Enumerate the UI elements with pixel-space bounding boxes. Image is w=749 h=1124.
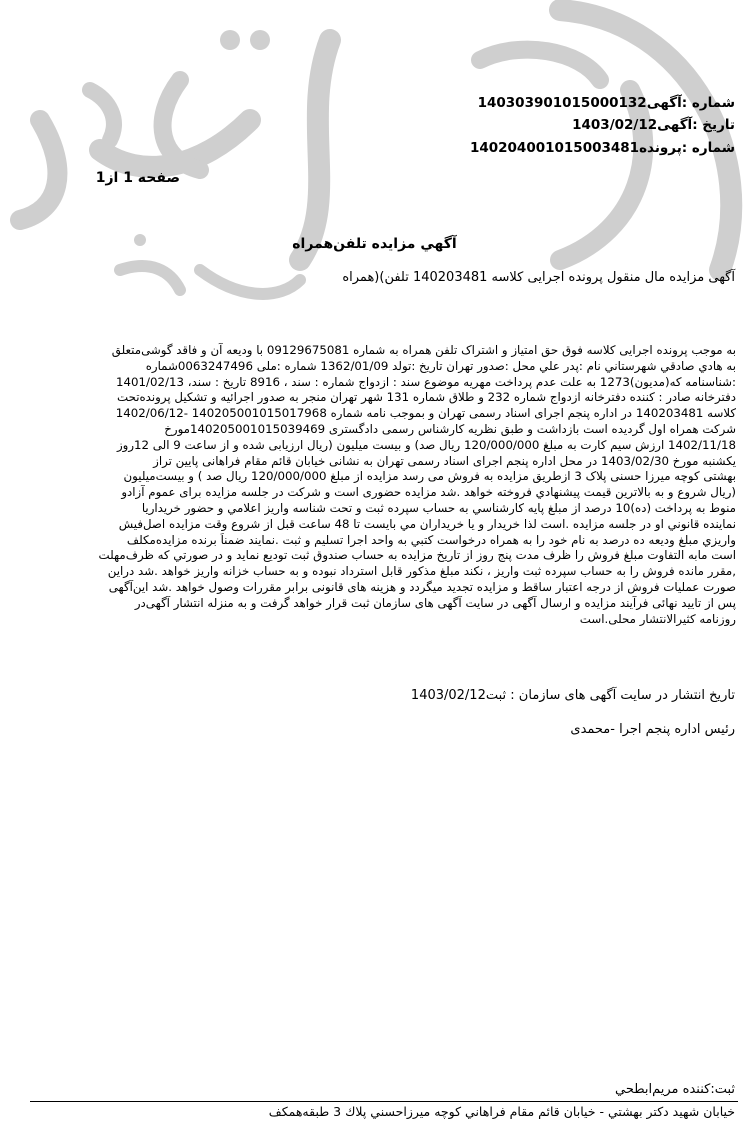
ad-number-label: شماره :آگهی — [646, 95, 735, 111]
office-address: خيابان شهيد دكتر بهشتي - خيابان قائم مقام فراهاني كوچه ميرزاحسني پلاك 3 طبقه‌همكف — [268, 1104, 735, 1119]
body-line: است مابه التفاوت مبلغ فروش را ظرف مدت پنج روز از تاریخ مزایده به حساب صندوق ثبت تودیع نماید و در صورتي كه ظرف‌مهلت — [98, 548, 736, 563]
body-line: واریزي مبلغ ودیعه ده درصد به نام خود را به همراه درخواست کتبي به واحد اجرا تسلیم و ثبت .نمایند ضمناً برنده مزایده‌مکلف — [126, 532, 736, 547]
body-line: (ریال شروع و به بالاترین قیمت پیشنهادي فروخته خواهد .شد مزایده حضوری است و شرکت در جلسه مزایده برای عموم آزادو — [121, 485, 736, 500]
body-line: یکشنبه مورخ 1403/02/30 در محل اداره پنجم اجرای اسناد رسمی تهران به نشانی خیابان قائم مقام فراهانی پایین تراز — [153, 453, 736, 468]
head-signature: رئيس اداره پنجم اجرا -محمدی — [570, 722, 735, 737]
case-number: 140204001015003481 — [469, 140, 640, 156]
publication-label: تاریخ انتشار در سایت آگهی های سازمان : ثبت — [485, 688, 735, 703]
ad-date-label: تاریخ :آگهی — [657, 117, 735, 133]
body-line: به موجب پرونده اجرایی کلاسه فوق حق امتیاز و اشتراک تلفن همراه به شماره 09129675081 با ودیعه آن و فاقد گوشی‌متعلق — [111, 343, 736, 357]
footer-divider — [30, 1101, 738, 1102]
body-line: نماینده قانوني او در جلسه مزایده .است لذا خریدار و یا خریداران مي بایست تا 48 ساعت قبل از شروع وقت مزایده اصل‌فیش — [118, 516, 736, 531]
body-line: دفترخانه صادر : كننده دفترخانه ازدواج شماره 232 و طلاق شماره 131 شهر تهران منجر به صدور اجرائیه و تشکیل پرونده‌تحت — [117, 390, 736, 405]
body-line: به هادي صادقي شهرستاني نام :پدر علي محل :صدور تهران تاریخ :تولد 1362/01/09 شماره :ملی 0063247496شماره — [145, 358, 736, 373]
body-line: 1402/11/18 ارزش سیم کارت به مبلغ 120/000/000 ریال صد) و بیست میلیون (ریال ارزیابی شده و از ساعت 9 الی 12روز — [116, 437, 736, 452]
ad-date: 1403/02/12 — [572, 117, 658, 133]
publication-date-row — [0, 688, 735, 703]
watermark-logo — [0, 0, 749, 380]
ad-number-row — [0, 93, 735, 113]
body-line: کلاسه 140203481 در اداره پنجم اجرای اسناد رسمی تهران و بموجب نامه شماره 140205001015017968 -1402/06/12 — [115, 406, 736, 421]
body-line: صورت عملیات فروش از درجه اعتبار ساقط و مزایده تجدید میگردد و هزینه های قانونی برابر مقررات وصول خواهد .شد این‌آگهی — [108, 579, 736, 594]
body-line: ,مقرر مانده فروش را به حساب سپرده ثبت واریز ، نکند مبلغ مذکور قابل استرداد نبوده و به حساب خزانه واریز خواهد .شد دراین — [107, 564, 736, 579]
publication-date: 1403/02/12 — [410, 688, 486, 703]
page-subtitle: آگهی مزایده مال منقول پرونده اجرایی کلاسه 140203481 تلفن)(همراه — [342, 270, 735, 285]
body-line: شرکت همراه اول گردیده است بازداشت و طبق نظریه کارشناس رسمی دادگستری 140205001015039469مورخ — [164, 421, 736, 436]
registrar-name: ثبت:کننده مریم‌ابطحي — [614, 1082, 735, 1097]
body-line: پس از تایید نهائی فرآیند مزایده و ارسال آگهی در سایت آگهی های سازمان ثبت قرار خواهد گرفت و به منزله انتشار آگهی‌در — [134, 595, 736, 610]
announcement-body — [16, 343, 736, 627]
case-number-label: شماره :پرونده — [639, 140, 735, 156]
body-line: بهشتی کوچه میرزا حسنی پلاک 3 ازطریق مزایده به فروش می رسد مزایده از مبلغ 120/000/000 ریال صد ) و بیست‌میلیون — [123, 469, 736, 484]
page-title: آگهي مزايده تلفن‌همراه — [292, 236, 457, 252]
body-line: :شناسنامه که(مدیون)1273 به علت عدم پرداخت مهریه موضوع سند : ازدواج شماره : سند ، 8916 تاریخ : سند، 1401/02/13 — [116, 374, 736, 389]
body-line: روزنامه کثیرالانتشار محلی.است — [579, 611, 736, 626]
ad-number: 140303901015000132 — [477, 95, 647, 111]
body-line: منوط به پرداخت (ده)10 درصد از مبلغ پایه کارشناسي به حساب سپرده ثبت و تحت شناسه واریز اعلامي و حضور خریداریا — [141, 500, 736, 515]
case-number-row — [0, 138, 735, 158]
page-number: صفحه 1 از1 — [95, 170, 180, 186]
ad-date-row — [0, 115, 735, 135]
